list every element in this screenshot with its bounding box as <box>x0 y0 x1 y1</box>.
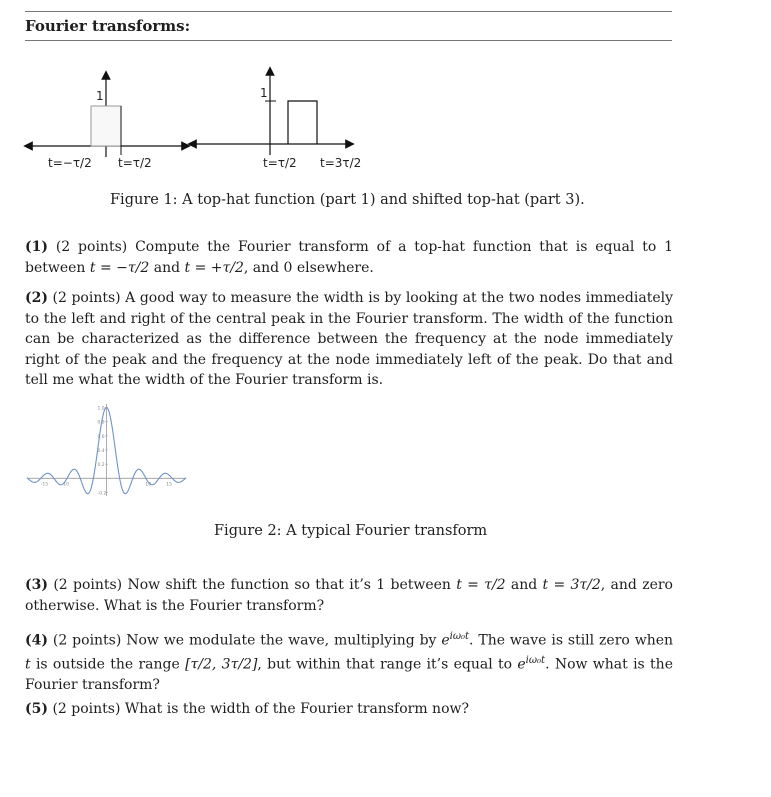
right-tick-left: t=τ/2 <box>263 156 297 170</box>
problem-3-points: (2 points) <box>53 577 123 593</box>
y-tick-label: 0.6 <box>97 434 105 440</box>
problem-2-points: (2 points) <box>52 290 121 306</box>
problem-1-number: (1) <box>25 239 48 255</box>
problem-4-number: (4) <box>25 632 48 649</box>
figure-2-sinc-plot <box>25 400 190 500</box>
top-rule <box>25 11 672 12</box>
y-tick-label: -0.2 <box>97 491 107 497</box>
right-height-label: 1 <box>260 86 268 100</box>
problem-2 <box>25 288 673 391</box>
figure-1-tophat <box>20 65 380 175</box>
problem-5 <box>25 699 673 720</box>
x-tick-label: -10 <box>61 482 70 488</box>
problem-5-points: (2 points) <box>52 701 121 717</box>
x-tick-label: 10 <box>145 482 152 488</box>
problem-3-number: (3) <box>25 577 48 593</box>
problem-4: (4) (2 points) Now we modulate the wave, multiplying by $e^{i\omega_0t}$. The wave is still zero when t is outside the range [τ/2, 3τ/2], but within that range it’s equal to $e^{i\omega_0t}$. Now what is the Fourier transform? <box>25 631 674 694</box>
header-rule <box>25 40 672 41</box>
left-height-label: 1 <box>96 89 104 103</box>
page-title: Fourier transforms: <box>25 17 191 35</box>
problem-2-number: (2) <box>25 290 48 306</box>
left-tick-right: t=τ/2 <box>118 156 152 170</box>
problem-5-number: (5) <box>25 701 48 717</box>
figure-2-caption: Figure 2: A typical Fourier transform <box>214 523 488 539</box>
problem-1-points: (2 points) <box>55 239 128 255</box>
x-tick-label: 15 <box>166 482 172 488</box>
y-tick-label: 0.4 <box>97 449 105 454</box>
y-tick-label: 0.2 <box>97 463 105 469</box>
figure-1-caption: Figure 1: A top-hat function (part 1) and shifted top-hat (part 3). <box>110 192 585 208</box>
y-tick-label: 1.0 <box>97 406 105 412</box>
problem-2-text: A good way to measure the width is by looking at the two nodes immediately to the left and right of the central peak in the Fourier transform. The width of the function can be characterized as the difference between the frequency at the node immediately right of the peak and the frequency at the node immediately left of the peak. Do that and tell me what the width of the Fourier transform is. <box>25 290 674 388</box>
problem-3: (3) (2 points) Now shift the function so that it’s 1 between t = τ/2 and t = 3τ/2, and zero otherwise. What is the Fourier transform? <box>25 577 673 614</box>
left-tophat <box>91 106 121 146</box>
right-tophat <box>288 101 317 144</box>
problem-1: (1) (2 points) Compute the Fourier transform of a top-hat function that is equal to 1 between t = −τ/2 and t = +τ/2, and 0 elsewhere. <box>25 239 673 276</box>
y-tick-label: 0.8 <box>97 420 105 426</box>
right-tick-right: t=3τ/2 <box>320 156 362 170</box>
left-tick-left: t=−τ/2 <box>48 156 92 170</box>
problem-5-text: What is the width of the Fourier transform now? <box>124 701 469 717</box>
x-tick-label: -15 <box>40 482 49 488</box>
problem-4-points: (2 points) <box>52 632 122 649</box>
